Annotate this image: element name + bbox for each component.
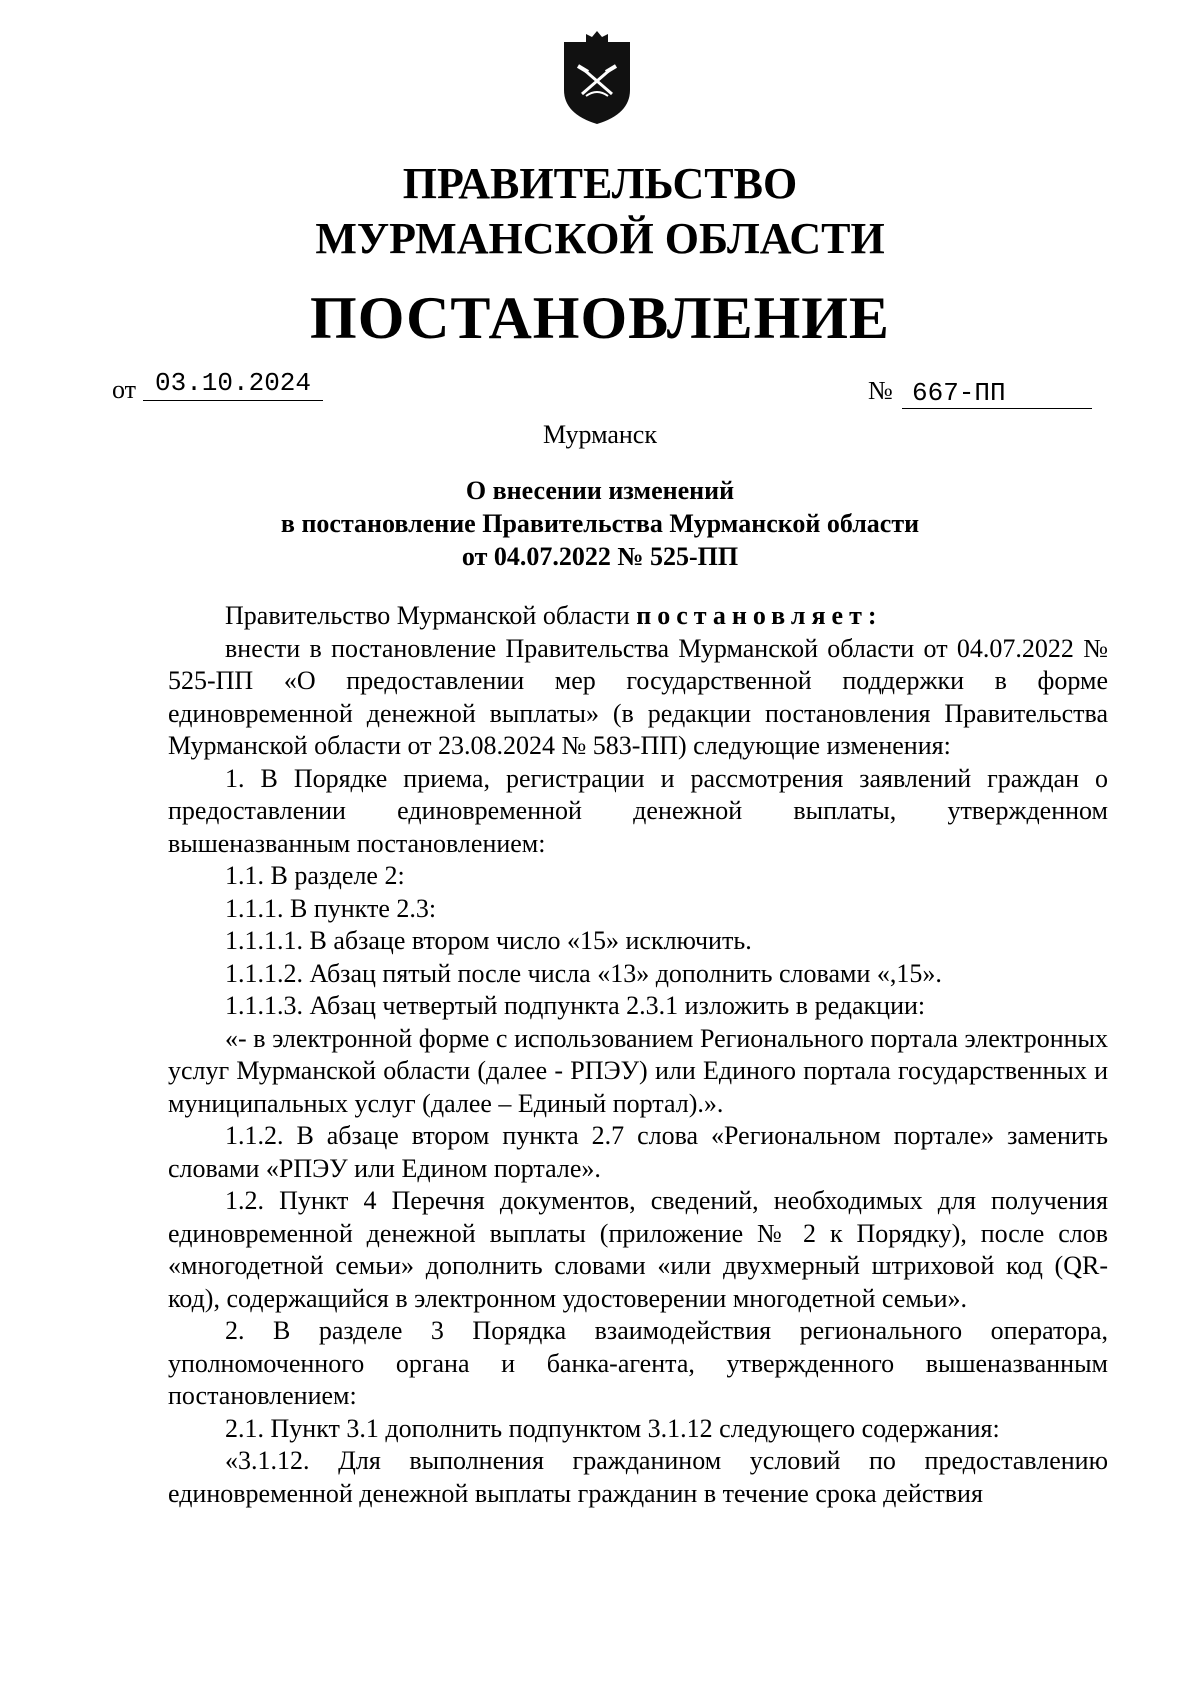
- paragraph: 2.1. Пункт 3.1 дополнить подпунктом 3.1.12 следующего содержания:: [225, 1413, 1000, 1443]
- coat-of-arms-emblem: [556, 28, 638, 128]
- government-name-line2: МУРМАНСКОЙ ОБЛАСТИ: [315, 214, 885, 263]
- paragraph-preamble: [168, 600, 1108, 633]
- paragraph: 1.1.1.2. Абзац пятый после числа «13» дополнить словами «,15».: [225, 958, 942, 988]
- document-title: [0, 474, 1200, 573]
- paragraph: 1.1. В разделе 2:: [225, 861, 405, 890]
- title-line1: О внесении изменений: [465, 476, 735, 505]
- paragraph: 1.2. Пункт 4 Перечня документов, сведений, необходимых для получения единовременной денежной выплаты (приложение № 2 к Порядку), после слов «многодетной семьи» дополнить словами «или двухмерный штриховой код (QR-код), содержащийся в электронном удостоверении многодетной семьи».: [168, 1186, 1108, 1313]
- paragraph: 1. В Порядке приема, регистрации и рассмотрения заявлений граждан о предоставлении единовременной денежной выплаты, утвержденном вышеназванным постановлением:: [168, 763, 1108, 858]
- preamble-verb: постановляет:: [636, 601, 883, 630]
- number-label: №: [868, 376, 893, 405]
- paragraph: 1.1.2. В абзаце втором пункта 2.7 слова «Региональном портале» заменить словами «РПЭУ или Едином портале».: [168, 1121, 1108, 1183]
- paragraph: «3.1.12. Для выполнения гражданином условий по предоставлению единовременной денежной выплаты гражданин в течение срока действия: [168, 1446, 1108, 1508]
- government-name-line1: ПРАВИТЕЛЬСТВО: [402, 159, 798, 208]
- paragraph: 2. В разделе 3 Порядка взаимодействия регионального оператора, уполномоченного органа и банка-агента, утвержденного вышеназванным постановлением:: [168, 1316, 1108, 1410]
- city-name: Мурманск: [543, 420, 657, 449]
- number-value: 667-ПП: [902, 378, 1092, 409]
- government-name: [0, 156, 1200, 266]
- title-line2: в постановление Правительства Мурманской области: [280, 509, 920, 538]
- date-label: от: [112, 375, 137, 404]
- paragraph: 1.1.1.3. Абзац четвертый подпункта 2.3.1 изложить в редакции:: [225, 991, 926, 1020]
- document-body: [168, 600, 1108, 1510]
- paragraph: внести в постановление Правительства Мурманской области от 04.07.2022 № 525-ПП «О предоставлении мер государственной поддержки в форме единовременной денежной выплаты» (в редакции постановления Правительства Мурманской области от 23.08.2024 № 583-ПП) следующие изменения:: [168, 633, 1108, 760]
- paragraph: 1.1.1. В пункте 2.3:: [225, 893, 437, 923]
- title-line3: от 04.07.2022 № 525-ПП: [461, 542, 739, 571]
- preamble-text: Правительство Мурманской области: [225, 601, 637, 630]
- date-value: 03.10.2024: [143, 368, 323, 401]
- document-type: ПОСТАНОВЛЕНИЕ: [310, 285, 890, 351]
- paragraph: 1.1.1.1. В абзаце втором число «15» исключить.: [225, 926, 752, 955]
- paragraph: «- в электронной форме с использованием Регионального портала электронных услуг Мурманской области (далее - РПЭУ) или Единого портала государственных и муниципальных услуг (далее – Единый портал).».: [168, 1023, 1108, 1118]
